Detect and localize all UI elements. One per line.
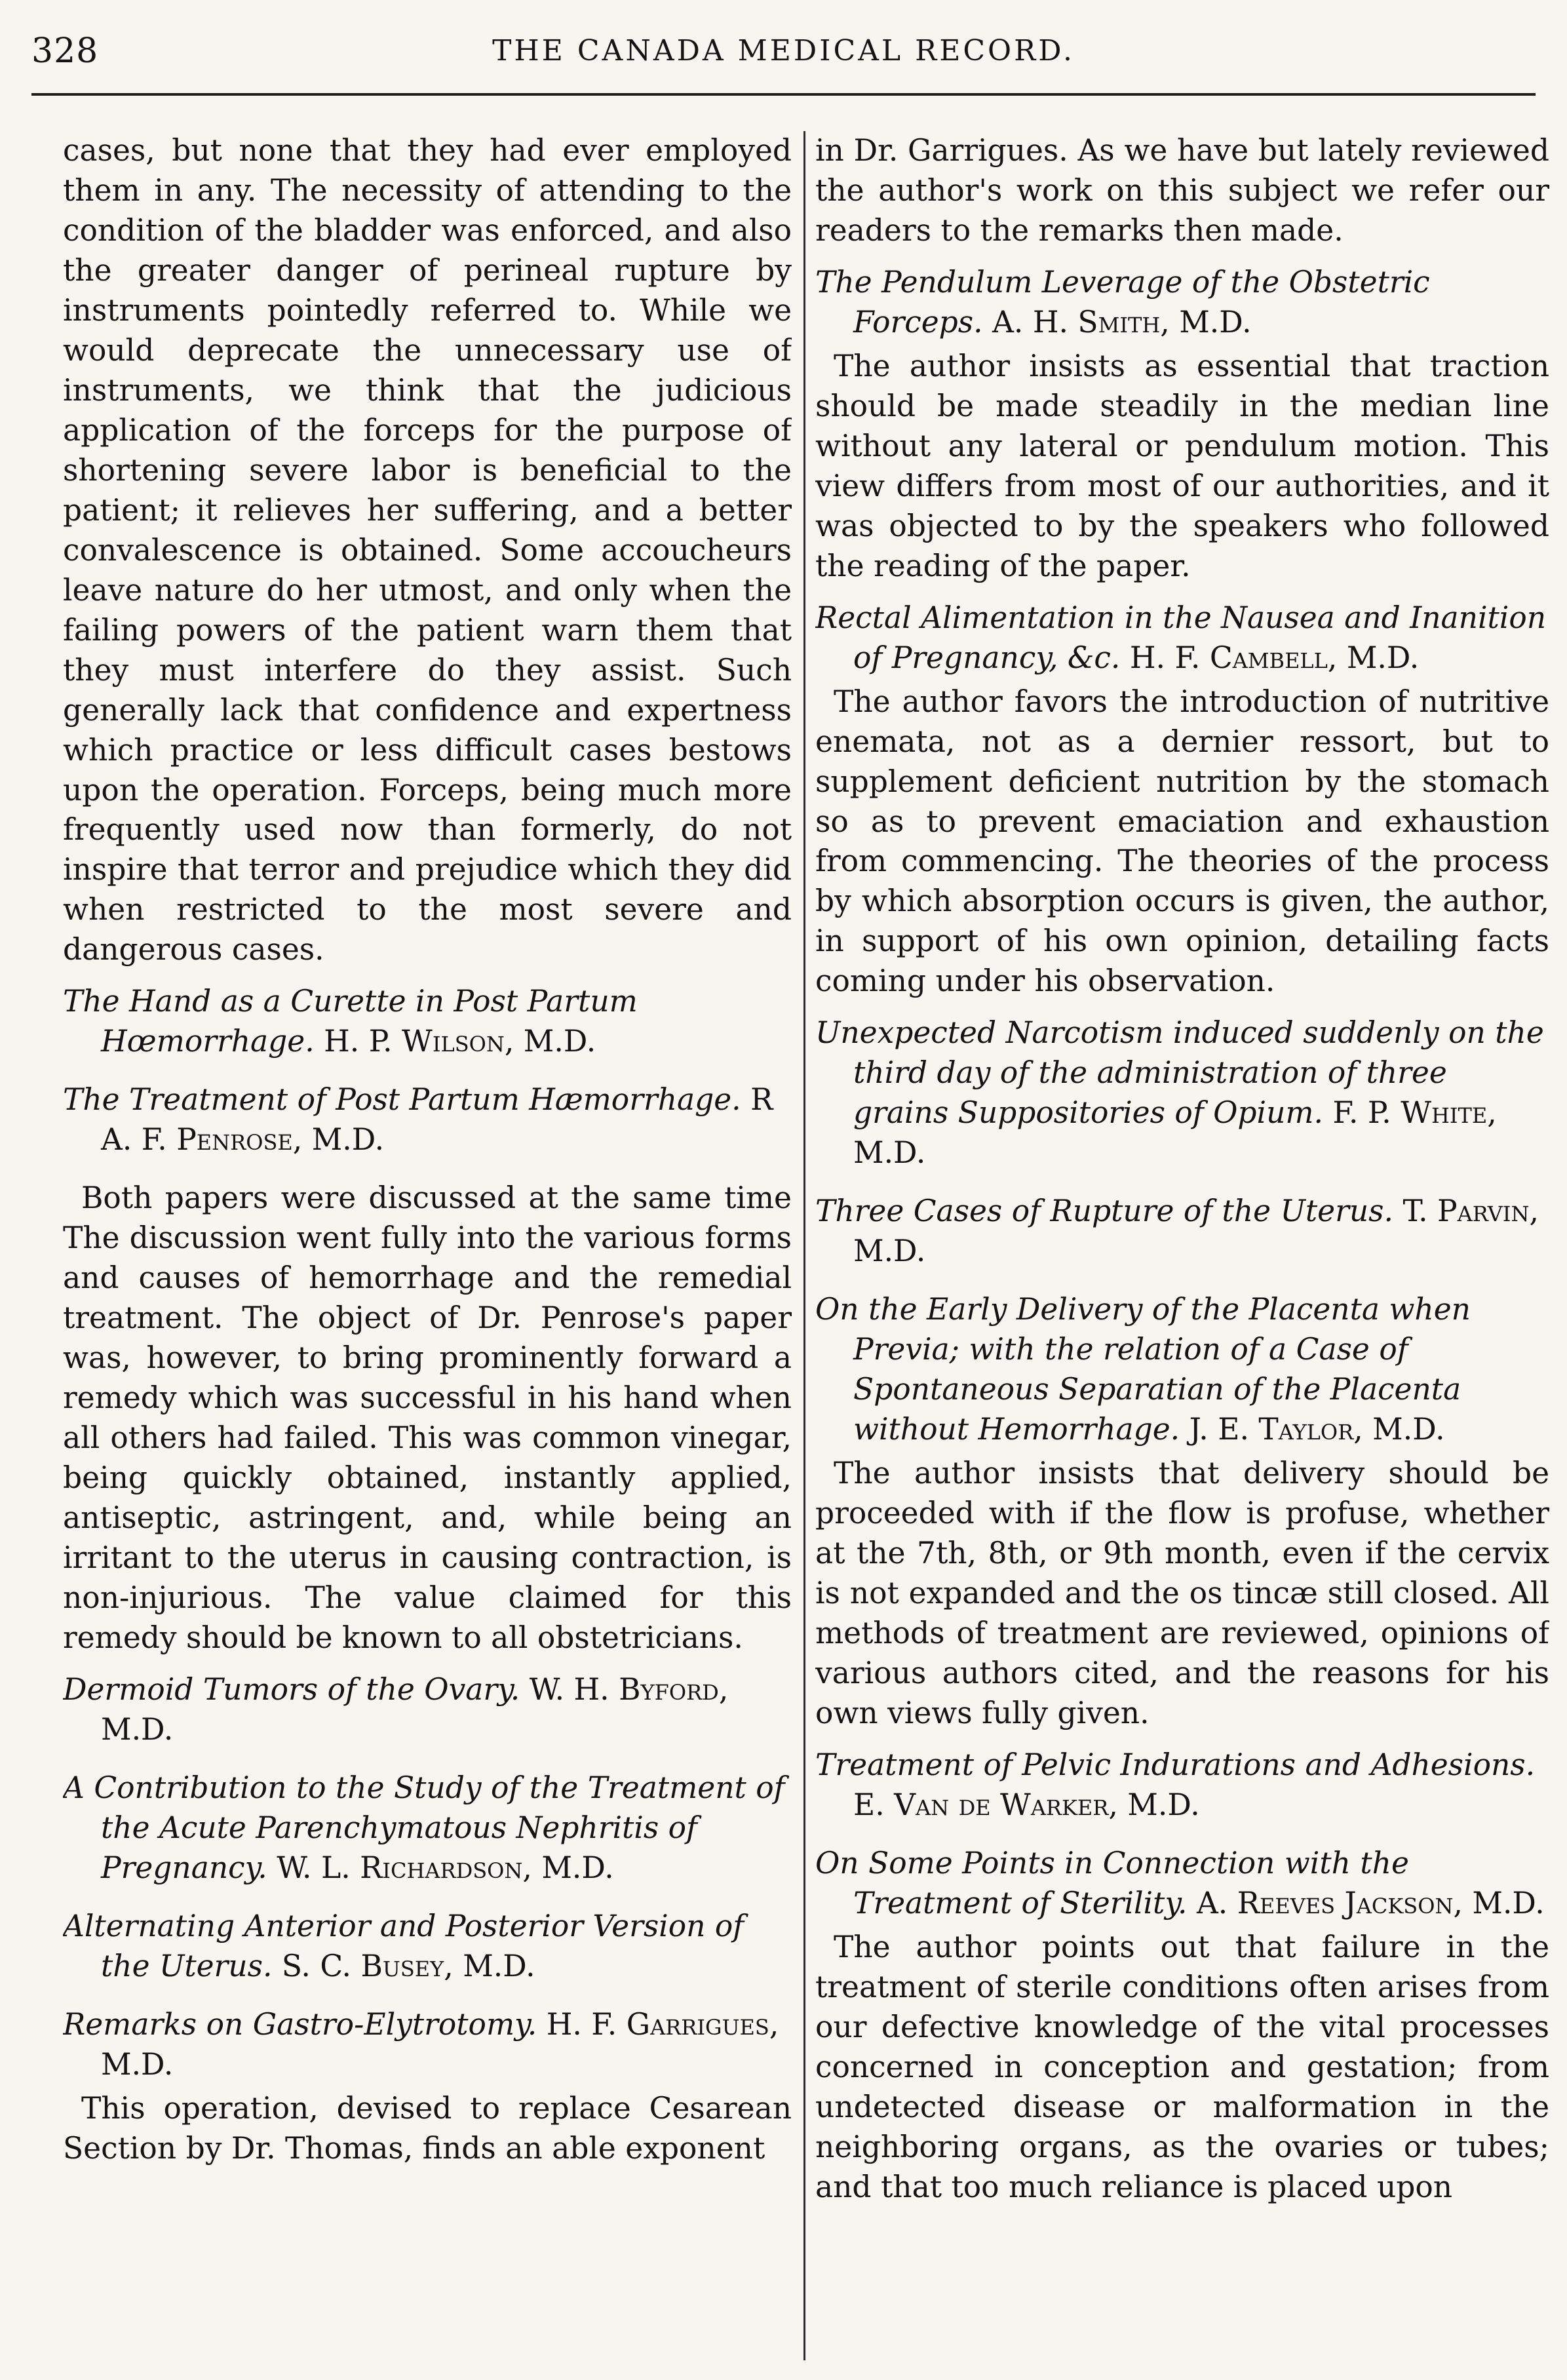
entry-author: A. Reeves Jackson, M.D.	[1196, 1885, 1545, 1921]
entry-title: Alternating Anterior and Posterior Version of the Uterus.	[63, 1908, 745, 1983]
entry-author: H. P. Wilson, M.D.	[324, 1024, 596, 1059]
left-column	[63, 131, 792, 2347]
right-entry-2	[815, 598, 1549, 678]
entry-title: Dermoid Tumors of the Ovary.	[63, 1671, 520, 1707]
entry-author: W. L. Richardson, M.D.	[277, 1850, 614, 1885]
entry-title: Rectal Alimentation in the Nausea and Inanition of Pregnancy, &c.	[815, 600, 1547, 675]
entry-title: Unexpected Narcotism induced suddenly on the third day of the administration of three grains Suppositories of Opium.	[815, 1015, 1544, 1131]
header-rule	[31, 93, 1536, 96]
left-entry-3	[63, 1670, 792, 1750]
right-paragraph-3: The author favors the introduction of nutritive enemata, not as a dernier ressort, but to supplement deficient nutrition by the stomach so as to prevent emaciation and exhaustion from commencing. The theories of the process by which absorption occurs is given, the author, in support of his own opinion, detailing facts coming under his observation.	[815, 684, 1549, 999]
left-entry-2	[63, 1080, 792, 1160]
entry-author: H. F. Garrigues, M.D.	[101, 2006, 779, 2082]
entry-title: The Pendulum Leverage of the Obstetric Forceps.	[815, 264, 1430, 340]
entry-title: Remarks on Gastro-Elytrotomy.	[63, 2006, 537, 2042]
entry-author: T. Parvin, M.D.	[853, 1194, 1539, 1269]
left-paragraph-2: Both papers were discussed at the same time The discussion went fully into the various forms and causes of hemorrhage and the remedial treatment. The object of Dr. Penrose's paper was, however, to bring prominently forward a remedy which was successful in his hand when all others had failed. This was common vinegar, being quickly obtained, instantly applied, antiseptic, astringent, and, while being an irritant to the uterus in causing contraction, is non-injurious. The value claimed for this remedy should be known to all obstetricians.	[63, 1180, 792, 1655]
page-number: 328	[31, 31, 99, 71]
column-divider	[803, 131, 805, 2360]
entry-author: R A. F. Penrose, M.D.	[101, 1082, 773, 1158]
right-paragraph-2: The author insists as essential that traction should be made steadily in the median line without any lateral or pendulum motion. This view differs from most of our authorities, and it was objected to by the speakers who followed the reading of the paper.	[815, 348, 1549, 583]
running-head: THE CANADA MEDICAL RECORD.	[492, 34, 1075, 68]
page-header	[31, 12, 1536, 89]
entry-title: The Treatment of Post Partum Hæmorrhage.	[63, 1082, 741, 1118]
right-entry-7	[815, 1844, 1549, 1924]
left-entry-5	[63, 1907, 792, 1987]
entry-author: H. F. Cambell, M.D.	[1129, 640, 1420, 675]
entry-author: W. H. Byford, M.D.	[101, 1671, 729, 1747]
right-entry-5	[815, 1290, 1549, 1450]
right-paragraph-1: in Dr. Garrigues. As we have but lately reviewed the author's work on this subject we refer our readers to the remarks then made.	[815, 133, 1549, 248]
right-paragraph-4: The author insists that delivery should be proceeded with if the flow is profuse, whether at the 7th, 8th, or 9th month, even if the cervix is not expanded and the os tincæ still closed. All methods of treatment are reviewed, opinions of various authors cited, and the reasons for his own views fully given.	[815, 1456, 1549, 1730]
right-entry-4	[815, 1192, 1549, 1272]
right-column	[815, 131, 1549, 2347]
right-paragraph-5: The author points out that failure in the treatment of sterile conditions often arises from our defective knowledge of the vital processes concerned in conception and gestation; from undetected disease or malformation in the neighboring organs, as the ovaries or tubes; and that too much reliance is placed upon	[815, 1929, 1549, 2204]
right-entry-6	[815, 1746, 1549, 1825]
left-entry-4	[63, 1768, 792, 1888]
left-entry-6	[63, 2005, 792, 2085]
left-paragraph-1: cases, but none that they had ever employed them in any. The necessity of attending to the condition of the bladder was enforced, and also the greater danger of perineal rupture by instruments pointedly referred to. While we would deprecate the unnecessary use of instruments, we think that the judicious application of the forceps for the purpose of shortening severe labor is beneficial to the patient; it relieves her suffering, and a better convalescence is obtained. Some accoucheurs leave nature do her utmost, and only when the failing powers of the patient warn them that they must interfere do they assist. Such generally lack that confidence and expertness which practice or less difficult cases bestows upon the operation. Forceps, being much more frequently used now than formerly, do not inspire that terror and prejudice which they did when restricted to the most severe and dangerous cases.	[63, 133, 792, 967]
entry-title: Three Cases of Rupture of the Uterus.	[815, 1194, 1393, 1229]
right-entry-1	[815, 263, 1549, 343]
entry-title: On the Early Delivery of the Placenta when Previa; with the relation of a Case of Spontaneous Separatian of the Placenta without Hemorrhage.	[815, 1292, 1471, 1447]
left-paragraph-3: This operation, devised to replace Cesarean Section by Dr. Thomas, finds an able exponent	[63, 2090, 792, 2166]
right-entry-3	[815, 1013, 1549, 1173]
entry-title: The Hand as a Curette in Post Partum Hœmorrhage.	[63, 984, 638, 1059]
entry-title: Treatment of Pelvic Indurations and Adhesions.	[815, 1747, 1536, 1782]
entry-title: On Some Points in Connection with the Treatment of Sterility.	[815, 1845, 1409, 1921]
left-entry-1	[63, 982, 792, 1062]
entry-title: A Contribution to the Study of the Treatment of the Acute Parenchymatous Nephritis of Pregnancy.	[63, 1770, 785, 1885]
entry-author: J. E. Taylor, M.D.	[1189, 1412, 1445, 1447]
entry-author: F. P. White, M.D.	[853, 1095, 1497, 1171]
entry-author: E. Van de Warker, M.D.	[853, 1787, 1200, 1822]
entry-author: S. C. Busey, M.D.	[281, 1948, 535, 1983]
entry-author: A. H. Smith, M.D.	[992, 304, 1252, 340]
